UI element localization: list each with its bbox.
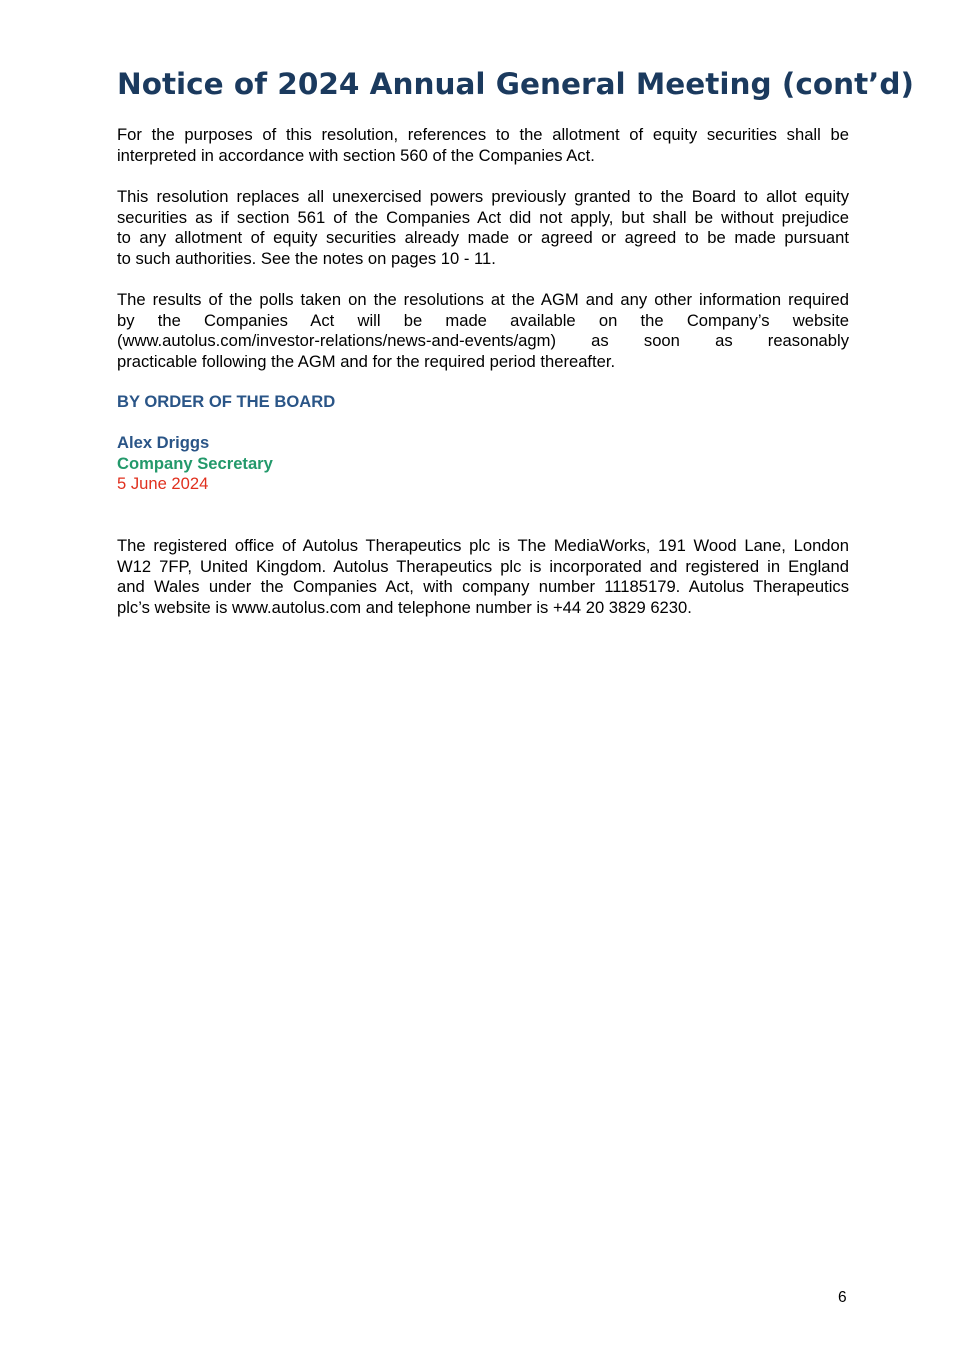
- paragraph-replacement: [117, 187, 849, 269]
- paragraph-line: This resolution replaces all unexercised powers previously granted to the Board to allot equity: [117, 187, 849, 206]
- page-title: Notice of 2024 Annual General Meeting (cont’d): [117, 67, 914, 101]
- paragraph-line: plc’s website is www.autolus.com and telephone number is +44 20 3829 6230.: [117, 597, 692, 617]
- paragraph-line: and Wales under the Companies Act, with company number 11185179. Autolus Therapeutics: [117, 577, 849, 596]
- paragraph-line: to any allotment of equity securities already made or agreed or agreed to be made pursuant: [117, 228, 849, 247]
- paragraph-line: The results of the polls taken on the resolutions at the AGM and any other information required: [117, 290, 849, 309]
- by-order-heading: BY ORDER OF THE BOARD: [117, 392, 336, 411]
- signature-date: 5 June 2024: [117, 474, 209, 493]
- paragraph-poll-results: [117, 290, 849, 372]
- paragraph-line: interpreted in accordance with section 560 of the Companies Act.: [117, 145, 595, 165]
- paragraph-line: The registered office of Autolus Therapeutics plc is The MediaWorks, 191 Wood Lane, London: [117, 536, 849, 555]
- paragraph-line: practicable following the AGM and for the required period thereafter.: [117, 351, 616, 371]
- signatory-name: Alex Driggs: [117, 433, 210, 452]
- paragraph-allotment-definition: [117, 125, 849, 166]
- paragraph-line: For the purposes of this resolution, references to the allotment of equity securities shall be: [117, 125, 849, 144]
- paragraph-line: by the Companies Act will be made available on the Company’s website: [117, 310, 849, 330]
- paragraph-line: to such authorities. See the notes on pages 10 - 11.: [117, 248, 496, 268]
- paragraph-line: W12 7FP, United Kingdom. Autolus Therapeutics plc is incorporated and registered in England: [117, 556, 849, 576]
- paragraph-registered-office: [117, 536, 849, 618]
- signature-block: [117, 433, 273, 495]
- page-number: 6: [838, 1289, 847, 1306]
- signatory-role: Company Secretary: [117, 453, 273, 473]
- paragraph-line: securities as if section 561 of the Companies Act did not apply, but shall be without prejudice: [117, 207, 849, 227]
- paragraph-line: (www.autolus.com/investor-relations/news-and-events/agm) as soon as reasonably: [117, 331, 849, 350]
